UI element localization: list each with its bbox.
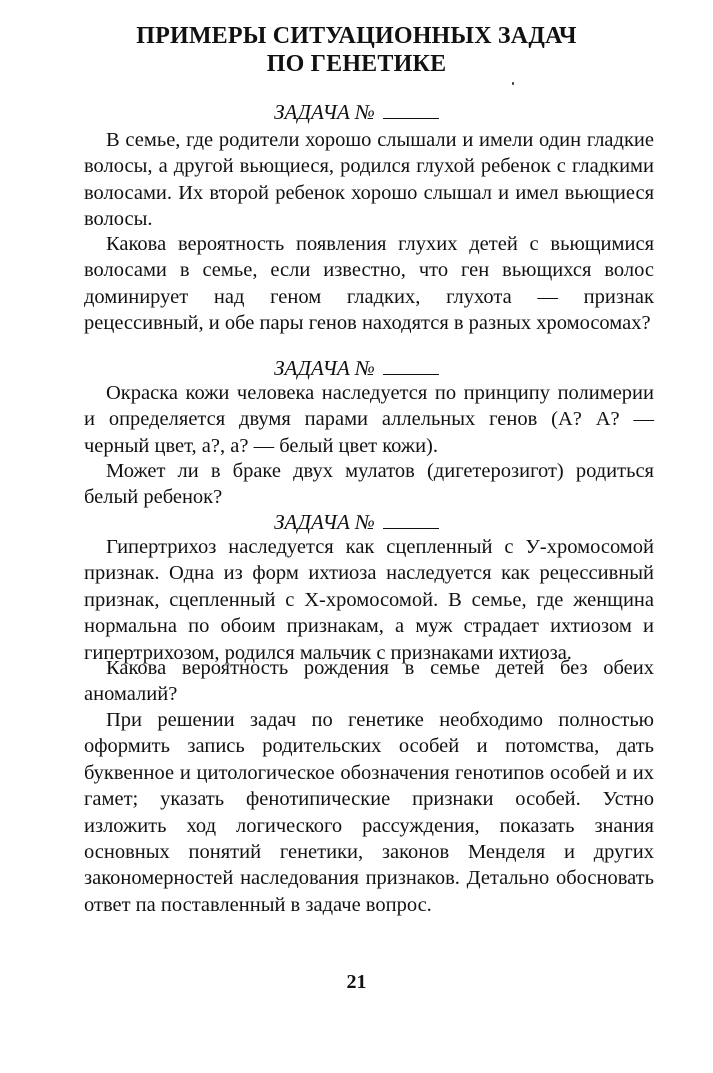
task-1-paragraph-1: В семье, где родители хорошо слышали и имели один гладкие волосы, а другой вьющиеся, родился глухой ребенок с гладкими волосами. Их второй ребенок хорошо слышал и имел вьющиеся волосы.	[84, 129, 654, 231]
page-number: 21	[346, 971, 367, 993]
task-3-paragraph-2: Какова вероятность рождения в семье детей без обеих аномалий?	[84, 657, 654, 706]
task-2-heading-label: ЗАДАЧА №	[274, 356, 375, 380]
task-number-blank	[383, 104, 439, 119]
task-2-paragraph-2: Может ли в браке двух мулатов (дигетерозигот) родиться белый ребенок?	[84, 460, 654, 509]
page-title-line-1: ПРИМЕРЫ СИТУАЦИОННЫХ ЗАДАЧ	[136, 23, 577, 49]
task-3-heading-label: ЗАДАЧА №	[274, 510, 375, 534]
task-1-paragraph-2: Какова вероятность появления глухих детей с вьющимися волосами в семье, если известно, что ген вьющихся волос доминирует над геном гладких, глухота — признак рецессивный, и обе пары генов находятся в разных хромосомах?	[84, 233, 654, 335]
page-title-line-2: ПО ГЕНЕТИКЕ	[266, 51, 447, 77]
task-number-blank	[383, 360, 439, 375]
print-speck	[512, 82, 514, 85]
task-2-paragraph-1: Окраска кожи человека наследуется по принципу полимерии и определяется двумя парами аллельных генов (А? А? — черный цвет, а?, а? — белый цвет кожи).	[84, 382, 654, 457]
task-1-heading-label: ЗАДАЧА №	[274, 100, 375, 124]
task-1-heading	[0, 100, 713, 124]
task-number-blank	[383, 514, 439, 529]
task-2-heading	[0, 356, 713, 380]
task-3-paragraph-1: Гипертрихоз наследуется как сцепленный с У-хромосомой признак. Одна из форм ихтиоза наследуется как рецессивный признак, сцепленный с Х-хромосомой. В семье, где женщина нормальна по обоим признакам, а муж страдает ихтиозом и гипертрихозом, родился мальчик с признаками ихтиоза.	[84, 536, 654, 664]
solution-instructions-paragraph: При решении задач по генетике необходимо полностью оформить запись родительских особей и потомства, дать буквенное и цитологическое обозначения генотипов особей и их гамет; указать фенотипические признаки особей. Устно изложить ход логического рассуждения, показать знания основных понятий генетики, законов Менделя и других закономерностей наследования признаков. Детально обосновать ответ па поставленный в задаче вопрос.	[84, 709, 654, 916]
task-3-heading	[0, 510, 713, 534]
